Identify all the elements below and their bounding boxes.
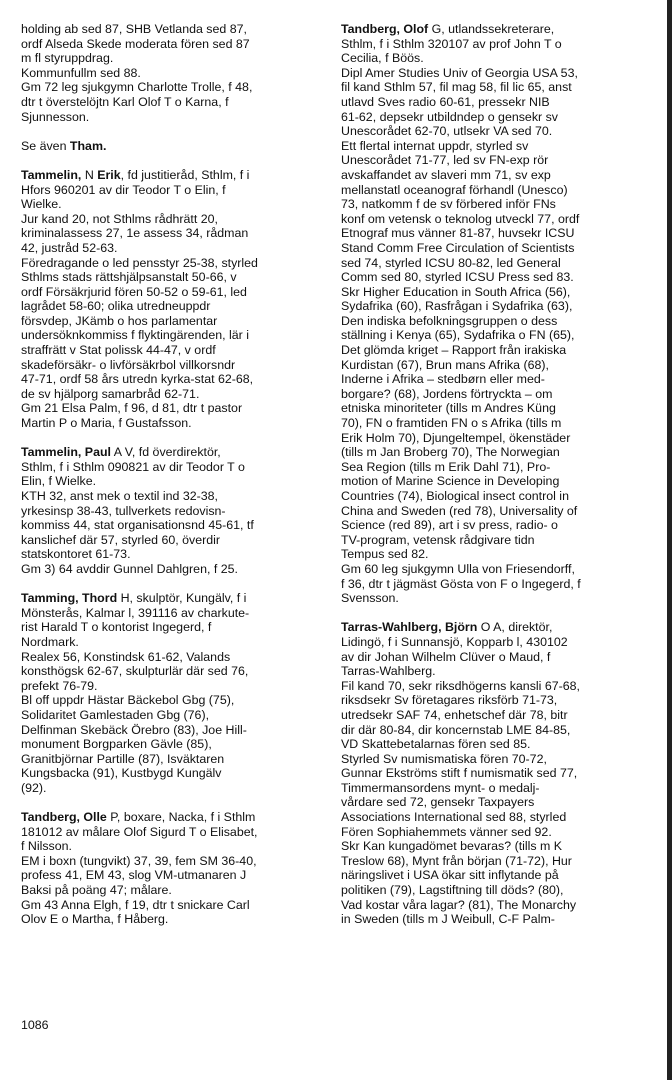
entry-line: Tandberg, Olle P, boxare, Nacka, f i Sthlm bbox=[21, 810, 256, 825]
entry-line: Martin P o Maria, f Gustafsson. bbox=[21, 416, 192, 431]
entry-line: sed 74, styrled ICSU 80-82, led General bbox=[341, 255, 561, 270]
entry-line: dtr t överstelöjtn Karl Olof T o Karna, f bbox=[21, 94, 229, 109]
entry-line: Gm 43 Anna Elgh, f 19, dtr t snickare Carl bbox=[21, 897, 250, 912]
entry-line: Gm 21 Elsa Palm, f 96, d 81, dtr t pastor bbox=[21, 401, 243, 416]
entry-line: fil kand Sthlm 57, fil mag 58, fil lic 65, anst bbox=[341, 80, 572, 95]
entry-line: ordf Försäkrjurid fören 50-52 o 59-61, led bbox=[21, 284, 247, 299]
entry-line: 70), FN o framtiden FN o s Afrika (tills m bbox=[341, 416, 562, 431]
entry-line: skadeförsäkr- o livförsäkrbol villkorsndr bbox=[21, 357, 236, 372]
biography-entry bbox=[21, 591, 323, 795]
entry-line: näringslivet i USA ökar sitt inflytande på bbox=[341, 868, 559, 883]
entry-line: avskaffandet av slaveri mm 71, sv exp bbox=[341, 167, 551, 182]
page-edge bbox=[667, 0, 672, 1080]
entry-line: 181012 av målare Olof Sigurd T o Elisabet, bbox=[21, 824, 258, 839]
entry-line: Nordmark. bbox=[21, 634, 79, 649]
entry-line: Wielke. bbox=[21, 197, 62, 212]
entry-line: Granitbjörnar Partille (87), Isväktaren bbox=[21, 751, 225, 766]
entry-line: Fören Sophiahemmets vänner sed 92. bbox=[341, 824, 552, 839]
entry-line: Sthlm, f i Sthlm 090821 av dir Teodor T o bbox=[21, 459, 245, 474]
entry-line: holding ab sed 87, SHB Vetlanda sed 87, bbox=[21, 22, 247, 36]
entry-line: Sthlms stads rättshjälpsanstalt 50-66, v bbox=[21, 270, 237, 285]
entry-line: Solidaritet Gamlestaden Gbg (76), bbox=[21, 707, 210, 722]
entry-line: lagrådet 58-60; olika utredneuppdr bbox=[21, 299, 211, 314]
entry-line: f Nilsson. bbox=[21, 839, 72, 854]
entry-line: de sv hjälporg samarbråd 62-71. bbox=[21, 386, 200, 401]
entry-line: Jur kand 20, not Sthlms rådhrätt 20, bbox=[21, 211, 218, 226]
entry-line: Unescorådet 71-77, led sv FN-exp rör bbox=[341, 153, 549, 168]
entry-line: Se även Tham. bbox=[21, 138, 107, 153]
entry-line: Gm 60 leg sjukgymn Ulla von Friesendorff, bbox=[341, 561, 575, 576]
entry-line: 73, natkomm f de sv förbered inför FNs bbox=[341, 197, 556, 212]
entry-line: yrkesinsp 38-43, tullverkets redovisn- bbox=[21, 503, 226, 518]
entry-line: Sea Region (tills m Erik Dahl 71), Pro- bbox=[341, 459, 551, 474]
entry-line: EM i boxn (tungvikt) 37, 39, fem SM 36-40, bbox=[21, 853, 257, 868]
entry-line: Den indiska befolkningsgruppen o dess bbox=[341, 313, 558, 328]
entry-line: in Sweden (tills m J Weibull, C-F Palm- bbox=[341, 912, 555, 927]
entry-line: VD Skattebetalarnas fören sed 85. bbox=[341, 737, 531, 752]
biography-entry bbox=[341, 22, 651, 606]
entry-line: Skr Higher Education in South Africa (56), bbox=[341, 284, 571, 299]
entry-line: Sthlm, f i Sthlm 320107 av prof John T o bbox=[341, 36, 562, 51]
entry-line: Gm 3) 64 avddir Gunnel Dahlgren, f 25. bbox=[21, 561, 238, 576]
entry-line: Ett flertal internat uppdr, styrled sv bbox=[341, 138, 529, 153]
entry-line: Föredragande o led pensstyr 25-38, styrled bbox=[21, 255, 258, 270]
entry-line: Stand Comm Free Circulation of Scientists bbox=[341, 240, 575, 255]
entry-line: Tandberg, Olof G, utlandssekreterare, bbox=[341, 22, 555, 36]
entry-line: 42, justråd 52-63. bbox=[21, 240, 118, 255]
entry-line: statskontoret 61-73. bbox=[21, 547, 131, 562]
entry-line: Kurdistan (67), Brun mans Afrika (68), bbox=[341, 357, 549, 372]
entry-line: Fil kand 70, sekr riksdhögerns kansli 67-68, bbox=[341, 678, 580, 693]
entry-line: monument Borgparken Gävle (85), bbox=[21, 737, 212, 752]
entry-line: Vad kostar våra lagar? (81), The Monarchy bbox=[341, 897, 577, 912]
entry-line: China and Sweden (red 78), Universality of bbox=[341, 503, 578, 518]
biography-entry bbox=[21, 168, 323, 431]
entry-line: riksdsekr Sv företagares riksförb 71-73, bbox=[341, 693, 558, 708]
entry-line: Kommunfullm sed 88. bbox=[21, 65, 141, 80]
entry-line: (92). bbox=[21, 780, 47, 795]
entry-line: (tills m Jan Broberg 70), The Norwegian bbox=[341, 445, 560, 460]
entry-line: Tamming, Thord H, skulptör, Kungälv, f i bbox=[21, 591, 247, 606]
entry-line: Lidingö, f i Sunnansjö, Kopparb l, 430102 bbox=[341, 634, 568, 649]
entry-line: konsthögsk 62-67, skulpturlär där sed 76, bbox=[21, 664, 249, 679]
biography-entry bbox=[21, 445, 323, 576]
entry-line: Olov E o Martha, f Håberg. bbox=[21, 912, 169, 927]
entry-line: Skr Kan kungadömet bevaras? (tills m K bbox=[341, 839, 563, 854]
entry-line: profess 41, EM 43, slog VM-utmanaren J bbox=[21, 868, 247, 883]
biography-entry bbox=[341, 620, 651, 926]
entry-line: Comm sed 80, styrled ICSU Press sed 83. bbox=[341, 270, 574, 285]
entry-line: Hfors 960201 av dir Teodor T o Elin, f bbox=[21, 182, 226, 197]
entry-line: rist Harald T o kontorist Ingegerd, f bbox=[21, 620, 212, 635]
page-number: 1086 bbox=[21, 1018, 49, 1032]
entry-line: undersöknkommiss f flyktingärenden, lär i bbox=[21, 328, 249, 343]
entry-line: utlavd Sves radio 60-61, pressekr NIB bbox=[341, 94, 550, 109]
entry-line: Svensson. bbox=[341, 591, 399, 606]
entry-line: Baksi på poäng 47; målare. bbox=[21, 883, 172, 898]
entry-line: vårdare sed 72, gensekr Taxpayers bbox=[341, 795, 535, 810]
entry-line: borgare? (68), Jordens förtryckta – om bbox=[341, 386, 553, 401]
entry-line: Elin, f Wielke. bbox=[21, 474, 97, 489]
entry-line: m fl styruppdrag. bbox=[21, 51, 114, 66]
entry-line: ordf Alseda Skede moderata fören sed 87 bbox=[21, 36, 250, 51]
entry-line: Sydafrika (60), Rasfrågan i Sydafrika (63), bbox=[341, 299, 573, 314]
entry-line: Timmermansordens mynt- o medalj- bbox=[341, 780, 540, 795]
entry-line: Associations International sed 88, styrled bbox=[341, 810, 567, 825]
entry-line: av dir Johan Wilhelm Clüver o Maud, f bbox=[341, 649, 551, 664]
entry-line: Tarras-Wahlberg, Björn O A, direktör, bbox=[341, 620, 553, 635]
left-column bbox=[21, 22, 323, 941]
entry-line: försvdep, JKämb o hos parlamentar bbox=[21, 313, 218, 328]
entry-line: kanslichef där 57, styrled 60, överdir bbox=[21, 532, 221, 547]
entry-line: Styrled Sv numismatiska fören 70-72, bbox=[341, 751, 547, 766]
entry-line: Realex 56, Konstindsk 61-62, Valands bbox=[21, 649, 231, 664]
entry-line: KTH 32, anst mek o textil ind 32-38, bbox=[21, 489, 218, 503]
entry-line: Det glömda kriget – Rapport från irakiska bbox=[341, 343, 567, 358]
entry-line: Countries (74), Biological insect control in bbox=[341, 489, 569, 503]
biography-entry bbox=[21, 810, 323, 927]
entry-line: Treslow 68), Mynt från början (71-72), Hur bbox=[341, 853, 572, 868]
entry-line: Inderne i Afrika – stedbørn eller med- bbox=[341, 372, 545, 387]
entry-line: Kungsbacka (91), Kustbygd Kungälv bbox=[21, 766, 222, 781]
entry-line: Bl off uppdr Hästar Bäckebol Gbg (75), bbox=[21, 693, 235, 708]
entry-line: Unescorådet 62-70, utlsekr VA sed 70. bbox=[341, 124, 553, 139]
entry-line: Science (red 89), art i sv press, radio- o bbox=[341, 518, 558, 533]
entry-line: politiken (79), Lagstiftning till döds? (80), bbox=[341, 883, 564, 898]
entry-line: Tarras-Wahlberg. bbox=[341, 664, 436, 679]
entry-line: Etnograf mus vänner 81-87, huvsekr ICSU bbox=[341, 226, 575, 241]
entry-line: Mönsterås, Kalmar l, 391116 av charkute- bbox=[21, 605, 250, 620]
entry-line: prefekt 76-79. bbox=[21, 678, 98, 693]
entry-line: konf om vetensk o teknolog utveckl 77, ordf bbox=[341, 211, 580, 226]
entry-line: straffrätt v Stat polissk 44-47, v ordf bbox=[21, 343, 216, 358]
entry-line: TV-program, vetensk rådgivare tidn bbox=[341, 532, 535, 547]
biography-entry bbox=[21, 139, 323, 154]
entry-line: Cecilia, f Böös. bbox=[341, 51, 424, 66]
entry-line: Gm 72 leg sjukgymn Charlotte Trolle, f 48, bbox=[21, 80, 253, 95]
entry-line: Tammelin, Paul A V, fd överdirektör, bbox=[21, 445, 221, 460]
entry-line: f 36, dtr t jägmäst Gösta von F o Ingegerd, f bbox=[341, 576, 581, 591]
entry-line: kriminalassess 27, 1e assess 34, rådman bbox=[21, 226, 249, 241]
entry-line: motion of Marine Science in Developing bbox=[341, 474, 560, 489]
entry-line: Gunnar Ekströms stift f numismatik sed 77, bbox=[341, 766, 578, 781]
entry-line: 61-62, depsekr utbildndep o gensekr sv bbox=[341, 109, 558, 124]
entry-line: dir där 80-84, dir koncernstab LME 84-85, bbox=[341, 722, 571, 737]
entry-line: 47-71, ordf 58 års utredn kyrka-stat 62-68, bbox=[21, 372, 254, 387]
entry-line: Sjunnesson. bbox=[21, 109, 90, 124]
right-column bbox=[341, 22, 651, 941]
entry-line: etniska minoriteter (tills m Andres Küng bbox=[341, 401, 556, 416]
entry-line: Delfinman Skebäck Örebro (83), Joe Hill- bbox=[21, 722, 247, 737]
entry-line: Tempus sed 82. bbox=[341, 547, 429, 562]
entry-line: ställning i Kenya (65), Sydafrika o FN (65), bbox=[341, 328, 575, 343]
entry-line: Tammelin, N Erik, fd justitieråd, Sthlm, f i bbox=[21, 167, 250, 182]
entry-line: Dipl Amer Studies Univ of Georgia USA 53, bbox=[341, 65, 578, 80]
biography-entry bbox=[21, 22, 323, 124]
entry-line: utredsekr SAF 74, enhetschef där 78, bitr bbox=[341, 707, 568, 722]
entry-line: kommiss 44, stat organisationsnd 45-61, tf bbox=[21, 518, 254, 533]
entry-line: mellanstatl oceanograf förhandl (Unesco) bbox=[341, 182, 568, 197]
entry-line: Erik Holm 70), Djungeltempel, ökenstäder bbox=[341, 430, 571, 445]
